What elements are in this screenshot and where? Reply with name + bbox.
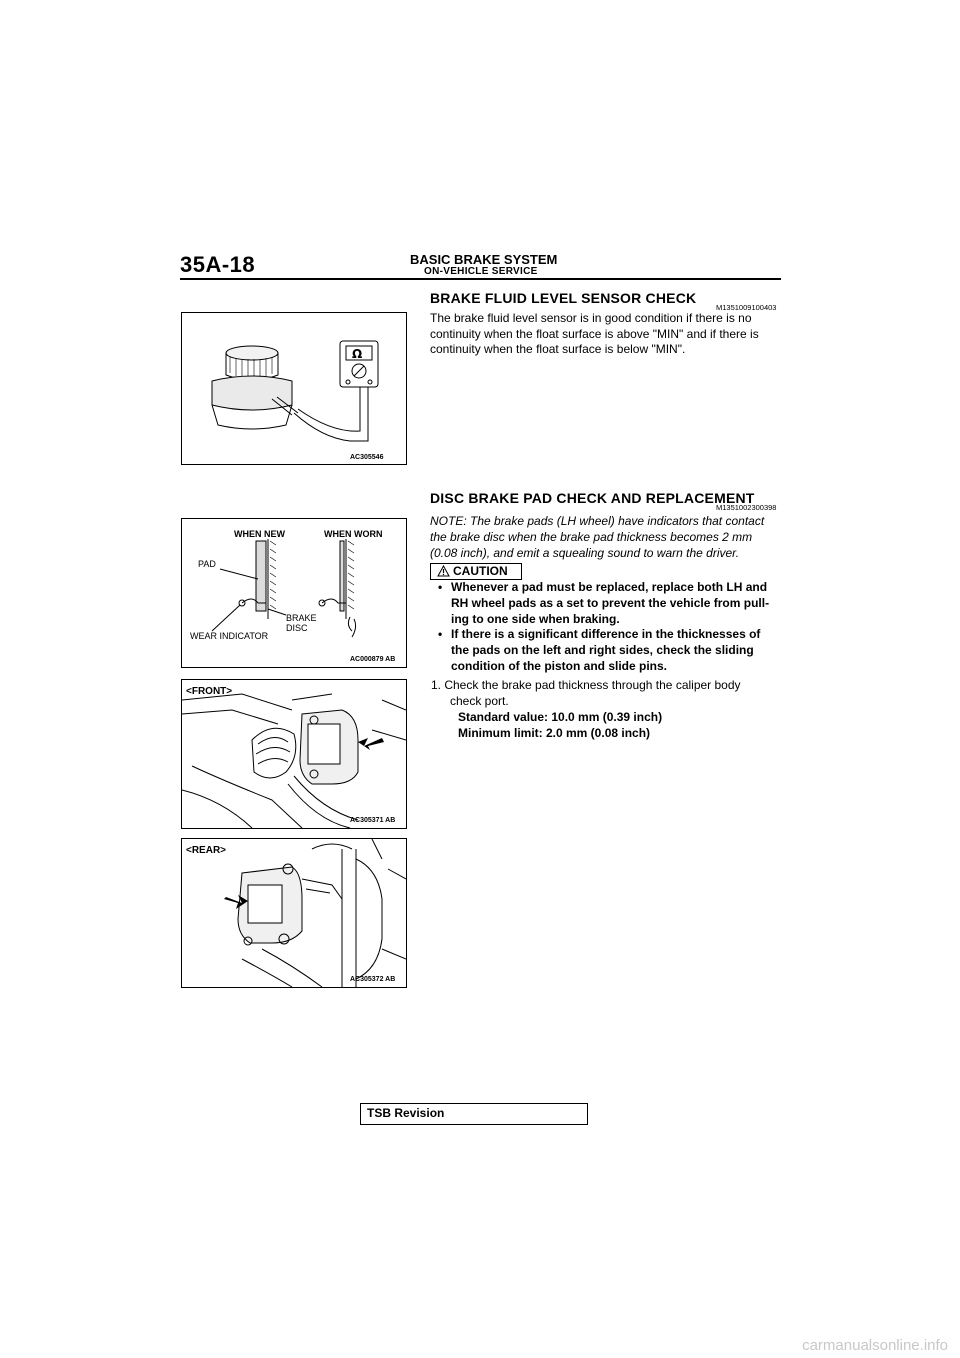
section1-body	[430, 311, 782, 358]
warning-triangle-icon	[437, 565, 450, 577]
figure-front-caliper	[181, 679, 407, 829]
standard-value: Standard value: 10.0 mm (0.39 inch)	[458, 710, 663, 724]
bullet-line: ing to one side when braking.	[451, 612, 620, 626]
figure-pad-wear	[181, 518, 407, 668]
caution-bullet-2	[438, 626, 783, 674]
ohm-symbol-icon: Ω	[352, 347, 363, 361]
bullet-line: Whenever a pad must be replaced, replace both LH and	[451, 580, 768, 594]
section-ref-code: M1351002300398	[716, 503, 777, 512]
step-line: 1. Check the brake pad thickness through the caliper body	[431, 678, 741, 692]
figure-code: AC305371 AB	[350, 817, 396, 824]
section-ref-code: M1351009100403	[716, 303, 777, 312]
label-when-new: WHEN NEW	[234, 529, 285, 539]
minimum-limit: Minimum limit: 2.0 mm (0.08 inch)	[458, 725, 651, 740]
note-text	[430, 513, 782, 561]
figure-code: AC000879 AB	[350, 656, 396, 663]
header-subtitle: ON-VEHICLE SERVICE	[424, 266, 538, 277]
front-caliper-illustration	[182, 680, 406, 828]
bullet-line: condition of the piston and slide pins.	[451, 659, 667, 673]
watermark: carmanualsonline.info	[802, 1337, 948, 1354]
label-front: <FRONT>	[186, 686, 233, 697]
figure-fluid-sensor	[181, 312, 407, 465]
reservoir-ohmmeter-illustration	[182, 313, 406, 464]
label-disc: DISC	[286, 623, 308, 633]
label-rear: <REAR>	[186, 845, 227, 856]
section-title-fluid-sensor: BRAKE FLUID LEVEL SENSOR CHECK	[430, 290, 697, 306]
label-wear-indicator: WEAR INDICATOR	[190, 631, 269, 641]
figure-code: AC305372 AB	[350, 976, 396, 983]
step-1	[431, 678, 783, 709]
body-line: continuity when the float surface is above "MIN" and if there is	[430, 326, 759, 341]
bullet-icon: •	[438, 627, 443, 641]
arrow-icon	[358, 738, 384, 750]
label-pad: PAD	[198, 559, 216, 569]
tsb-revision-box	[360, 1103, 588, 1125]
note-line: NOTE: The brake pads (LH wheel) have indicators that contact	[430, 514, 765, 528]
figure-code: AC305546	[350, 454, 384, 461]
caution-bullet-1	[438, 579, 783, 627]
page-number: 35A-18	[180, 252, 256, 277]
bullet-line: If there is a significant difference in the thicknesses of	[451, 627, 761, 641]
caution-text: CAUTION	[453, 564, 508, 578]
note-line: the brake disc when the brake pad thickness becomes 2 mm	[430, 530, 753, 544]
figure-rear-caliper	[181, 838, 407, 988]
header-rule	[180, 278, 781, 280]
bullet-icon: •	[438, 580, 443, 594]
tsb-revision-label: TSB Revision	[367, 1106, 445, 1120]
step-line: check port.	[450, 693, 509, 708]
caution-label	[430, 563, 522, 580]
body-line: continuity when the float surface is below "MIN".	[430, 342, 686, 356]
label-when-worn: WHEN WORN	[324, 529, 383, 539]
note-line: (0.08 inch), and emit a squealing sound to warn the driver.	[430, 546, 740, 560]
header-title: BASIC BRAKE SYSTEM	[410, 252, 558, 267]
body-line: The brake fluid level sensor is in good condition if there is no	[430, 311, 752, 325]
bullet-line: the pads on the left and right sides, check the sliding	[451, 643, 754, 657]
pad-wear-illustration	[182, 519, 406, 667]
bullet-line: RH wheel pads as a set to prevent the vehicle from pull-	[451, 596, 770, 610]
spec-values	[458, 710, 778, 741]
section-title-pad-check: DISC BRAKE PAD CHECK AND REPLACEMENT	[430, 490, 755, 506]
label-brake: BRAKE	[286, 613, 317, 623]
rear-caliper-illustration	[182, 839, 406, 987]
